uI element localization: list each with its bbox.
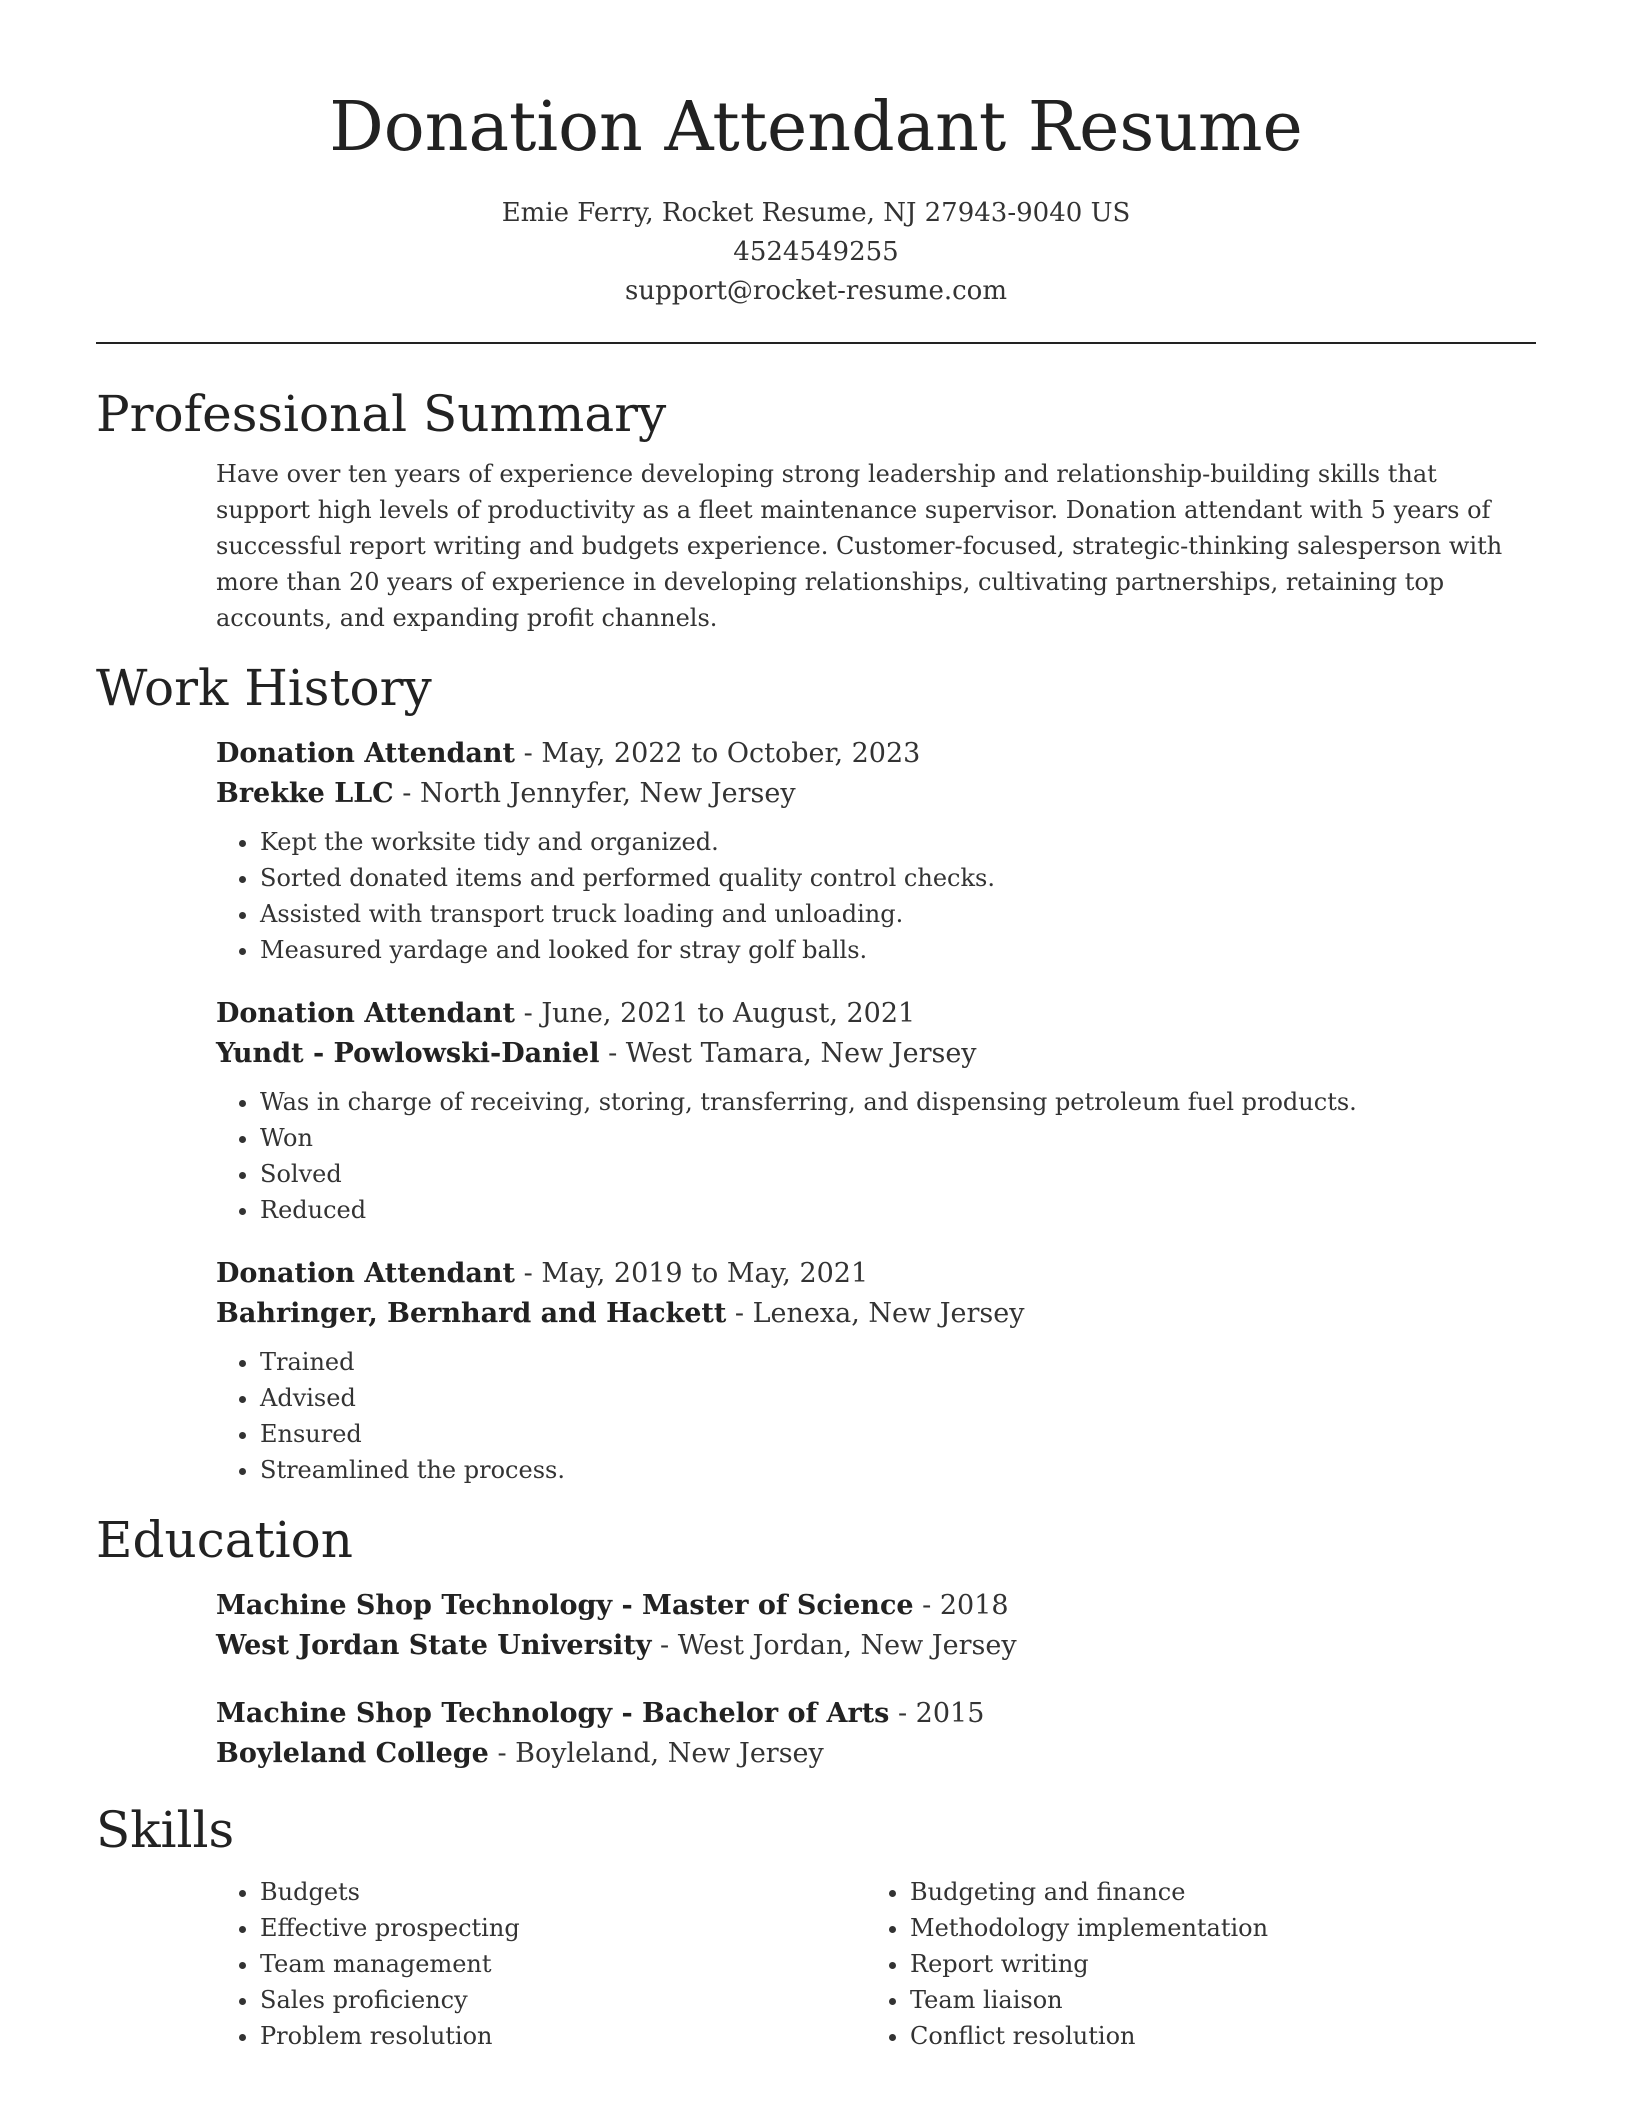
education-degree: Machine Shop Technology - Bachelor of Arts (216, 1698, 890, 1729)
job-company-line (216, 1034, 1536, 1074)
job-bullet: • Solved (260, 1156, 1536, 1192)
job-bullet: • Assisted with transport truck loading and unloading. (260, 896, 1536, 932)
job-company-line (216, 1294, 1536, 1334)
job-company: Yundt - Powlowski-Daniel (216, 1038, 600, 1069)
skill-item: • Problem resolution (260, 2018, 866, 2054)
contact-phone: 4524549255 (733, 237, 899, 267)
job-title-line (216, 1254, 1536, 1294)
job-bullets (216, 824, 1536, 968)
education-school-line (216, 1626, 1536, 1666)
skill-item: • Methodology implementation (910, 1910, 1516, 1946)
job-company-line (216, 774, 1536, 814)
skill-item: • Report writing (910, 1946, 1516, 1982)
education-school: West Jordan State University (216, 1630, 652, 1661)
summary-section (96, 380, 1536, 636)
job-title-line (216, 734, 1536, 774)
education-year: - 2018 (913, 1590, 1009, 1621)
job-bullet: • Sorted donated items and performed quality control checks. (260, 860, 1536, 896)
skill-item: • Team management (260, 1946, 866, 1982)
header-divider (96, 342, 1536, 344)
job-title: Donation Attendant (216, 738, 516, 769)
summary-heading: Professional Summary (96, 385, 667, 443)
education-entry (216, 1586, 1536, 1666)
education-school: Boyleland College (216, 1738, 489, 1769)
resume-header (0, 0, 1632, 311)
skill-item: • Sales proficiency (260, 1982, 866, 2018)
education-entry (216, 1694, 1536, 1774)
job-title-line (216, 994, 1536, 1034)
job-title: Donation Attendant (216, 1258, 516, 1289)
work-history-section (96, 654, 1536, 1506)
job-location: - West Tamara, New Jersey (599, 1038, 977, 1069)
resume-content (96, 380, 1536, 2054)
education-location: - Boyleland, New Jersey (488, 1738, 824, 1769)
skills-heading: Skills (96, 1801, 235, 1859)
job-title: Donation Attendant (216, 998, 516, 1029)
job-bullet: • Ensured (260, 1416, 1536, 1452)
skills-grid (216, 1874, 1536, 2054)
job-entry (216, 1254, 1536, 1488)
skill-item: • Budgets (260, 1874, 866, 1910)
skills-column-right (866, 1874, 1516, 2054)
skill-item: • Team liaison (910, 1982, 1516, 2018)
education-year: - 2015 (889, 1698, 985, 1729)
job-location: - Lenexa, New Jersey (726, 1298, 1025, 1329)
skill-item: • Budgeting and finance (910, 1874, 1516, 1910)
job-entry (216, 994, 1536, 1228)
job-entry (216, 734, 1536, 968)
job-dates: - May, 2019 to May, 2021 (515, 1258, 869, 1289)
job-bullets (216, 1344, 1536, 1488)
job-dates: - May, 2022 to October, 2023 (515, 738, 921, 769)
job-location: - North Jennyfer, New Jersey (393, 778, 796, 809)
work-history-heading: Work History (96, 659, 432, 717)
job-bullet: • Advised (260, 1380, 1536, 1416)
job-bullets (216, 1084, 1536, 1228)
contact-email: support@rocket-resume.com (624, 276, 1007, 306)
summary-text: Have over ten years of experience developing strong leadership and relationship-building skills that support high levels of productivity as a fleet maintenance supervisor. Donation attendant with 5 years of successful report writing and budgets experience. Customer-focused, strategic-thinking salesperson with more than 20 years of experience in developing relationships, cultivating partnerships, retaining top accounts, and expanding profit channels. (216, 460, 1503, 632)
skill-item: • Effective prospecting (260, 1910, 866, 1946)
resume-title: Donation Attendant Resume (329, 88, 1303, 167)
education-section (96, 1506, 1536, 1796)
job-bullet: • Won (260, 1120, 1536, 1156)
skills-column-left (216, 1874, 866, 2054)
skills-section (96, 1796, 1536, 2054)
job-bullet: • Streamlined the process. (260, 1452, 1536, 1488)
job-bullet: • Reduced (260, 1192, 1536, 1228)
job-company: Brekke LLC (216, 778, 394, 809)
contact-block (0, 194, 1632, 311)
education-degree-line (216, 1586, 1536, 1626)
education-school-line (216, 1734, 1536, 1774)
job-bullet: • Kept the worksite tidy and organized. (260, 824, 1536, 860)
education-degree: Machine Shop Technology - Master of Science (216, 1590, 914, 1621)
education-location: - West Jordan, New Jersey (651, 1630, 1017, 1661)
job-company: Bahringer, Bernhard and Hackett (216, 1298, 727, 1329)
education-degree-line (216, 1694, 1536, 1734)
contact-address: Emie Ferry, Rocket Resume, NJ 27943-9040 US (501, 198, 1131, 228)
job-bullet: • Measured yardage and looked for stray golf balls. (260, 932, 1536, 968)
job-dates: - June, 2021 to August, 2021 (515, 998, 916, 1029)
education-heading: Education (96, 1511, 353, 1569)
job-bullet: • Was in charge of receiving, storing, transferring, and dispensing petroleum fuel products. (260, 1084, 1536, 1120)
job-bullet: • Trained (260, 1344, 1536, 1380)
skill-item: • Conflict resolution (910, 2018, 1516, 2054)
